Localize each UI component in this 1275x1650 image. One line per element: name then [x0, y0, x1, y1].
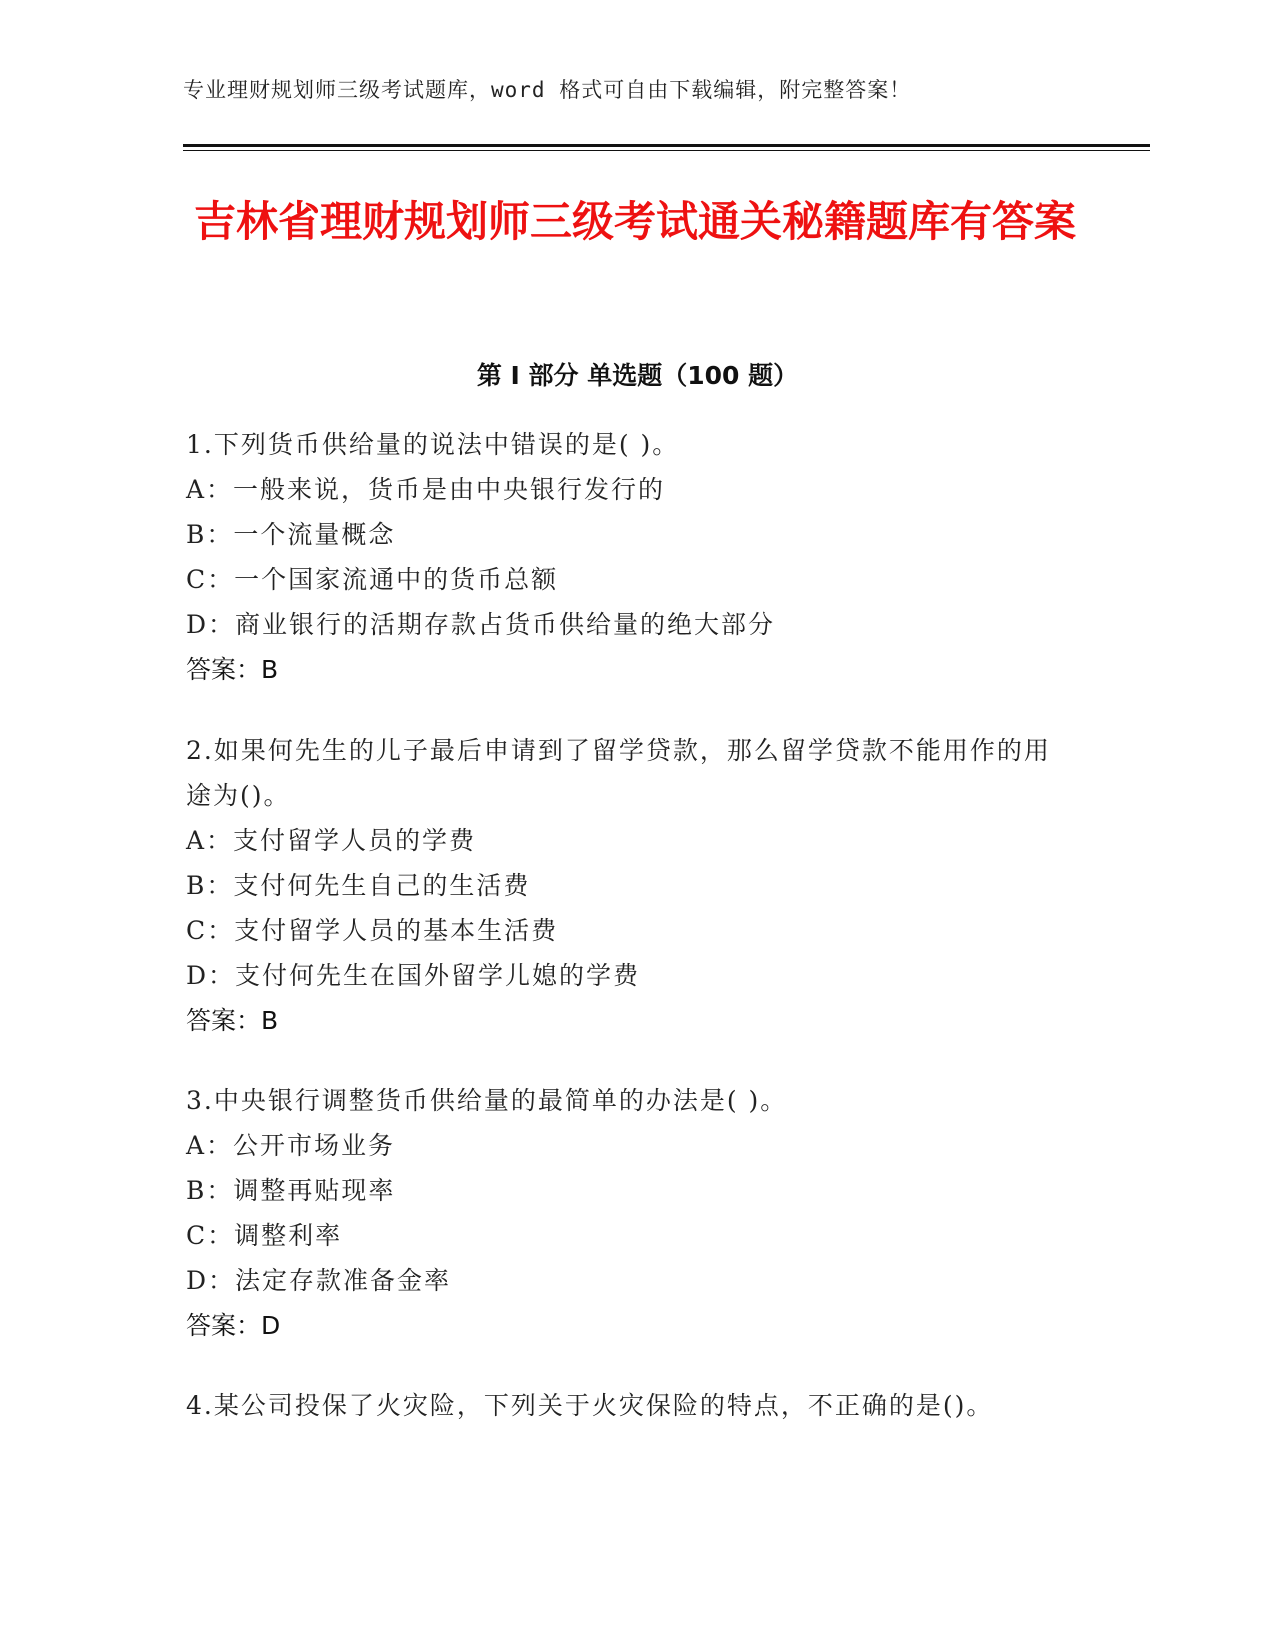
option-b: B：支付何先生自己的生活费 [186, 871, 531, 900]
option-d: D：商业银行的活期存款占货币供给量的绝大部分 [186, 610, 776, 639]
question-3 [186, 1078, 1066, 1348]
option-a: A：支付留学人员的学费 [186, 826, 477, 855]
section-heading: 第 I 部分 单选题（100 题） [476, 361, 799, 390]
question-stem: 2.如果何先生的儿子最后申请到了留学贷款，那么留学贷款不能用作的用途为()。 [186, 736, 1051, 810]
option-d: D：法定存款准备金率 [186, 1266, 452, 1295]
option-b: B：一个流量概念 [186, 520, 396, 549]
option-b: B：调整再贴现率 [186, 1176, 396, 1205]
option-a: A：公开市场业务 [186, 1131, 396, 1160]
option-c: C：一个国家流通中的货币总额 [186, 565, 559, 594]
question-stem: 1.下列货币供给量的说法中错误的是( )。 [186, 430, 680, 459]
header-note: 专业理财规划师三级考试题库，word 格式可自由下载编辑，附完整答案！ [183, 78, 912, 102]
option-c: C：支付留学人员的基本生活费 [186, 916, 559, 945]
answer-line: 答案：D [186, 1311, 281, 1340]
answer-line: 答案：B [186, 1006, 279, 1035]
answer-line: 答案：B [186, 655, 279, 684]
header-rule-thin [183, 150, 1150, 151]
question-stem: 3.中央银行调整货币供给量的最简单的办法是( )。 [186, 1086, 788, 1115]
header-rule-thick [183, 144, 1150, 147]
question-1 [186, 422, 1066, 692]
option-a: A：一般来说，货币是由中央银行发行的 [186, 475, 666, 504]
question-stem: 4.某公司投保了火灾险，下列关于火灾保险的特点，不正确的是()。 [186, 1391, 994, 1420]
question-4 [186, 1383, 1066, 1428]
option-c: C：调整利率 [186, 1221, 343, 1250]
question-2 [186, 728, 1066, 1043]
option-d: D：支付何先生在国外留学儿媳的学费 [186, 961, 641, 990]
document-title: 吉林省理财规划师三级考试通关秘籍题库有答案 [193, 197, 1076, 246]
